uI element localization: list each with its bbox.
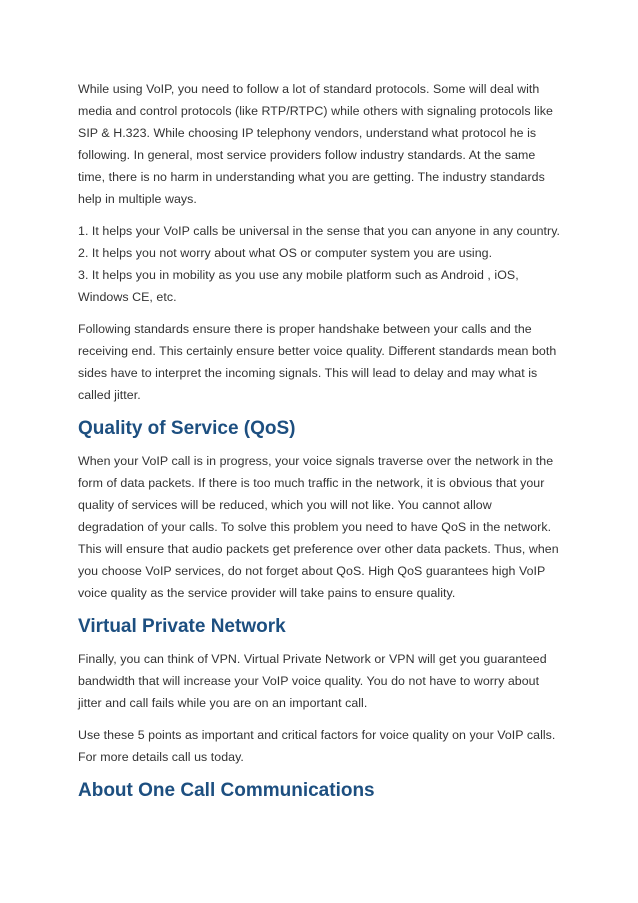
closing-paragraph: Use these 5 points as important and critical factors for voice quality on your VoIP calls. For more details call us today.: [78, 728, 556, 764]
benefits-list: [78, 220, 560, 308]
list-item: 1. It helps your VoIP calls be universal in the sense that you can anyone in any country.: [78, 224, 561, 238]
qos-paragraph: When your VoIP call is in progress, your voice signals traverse over the network in the form of data packets. If there is too much traffic in the network, it is obvious that your quality of services will be reduced, which you will not like. You cannot allow degradation of your calls. To solve this problem you need to have QoS in the network. This will ensure that audio packets get preference over other data packets. Thus, when you choose VoIP services, do not forget about QoS. High QoS guarantees high VoIP voice quality as the service provider will take pains to ensure quality.: [78, 454, 559, 600]
about-heading: About One Call Communications: [78, 780, 375, 801]
standards-paragraph: Following standards ensure there is proper handshake between your calls and the receiving end. This certainly ensure better voice quality. Different standards mean both sides have to interpret the incoming signals. This will lead to delay and may what is called jitter.: [78, 322, 557, 402]
vpn-paragraph: Finally, you can think of VPN. Virtual Private Network or VPN will get you guaranteed bandwidth that will increase your VoIP voice quality. You do not have to worry about jitter and call fails while you are on an important call.: [78, 652, 547, 710]
qos-heading: Quality of Service (QoS): [78, 418, 296, 439]
intro-paragraph: While using VoIP, you need to follow a lot of standard protocols. Some will deal with media and control protocols (like RTP/RTPC) while others with signaling protocols like SIP & H.323. While choosing IP telephony vendors, understand what protocol he is following. In general, most service providers follow industry standards. At the same time, there is no harm in understanding what you are getting. The industry standards help in multiple ways.: [78, 82, 553, 206]
list-item: 2. It helps you not worry about what OS or computer system you are using.: [78, 246, 493, 260]
document-page: [78, 78, 560, 812]
vpn-heading: Virtual Private Network: [78, 616, 286, 637]
list-item: 3. It helps you in mobility as you use any mobile platform such as Android , iOS, Windows CE, etc.: [78, 268, 519, 304]
